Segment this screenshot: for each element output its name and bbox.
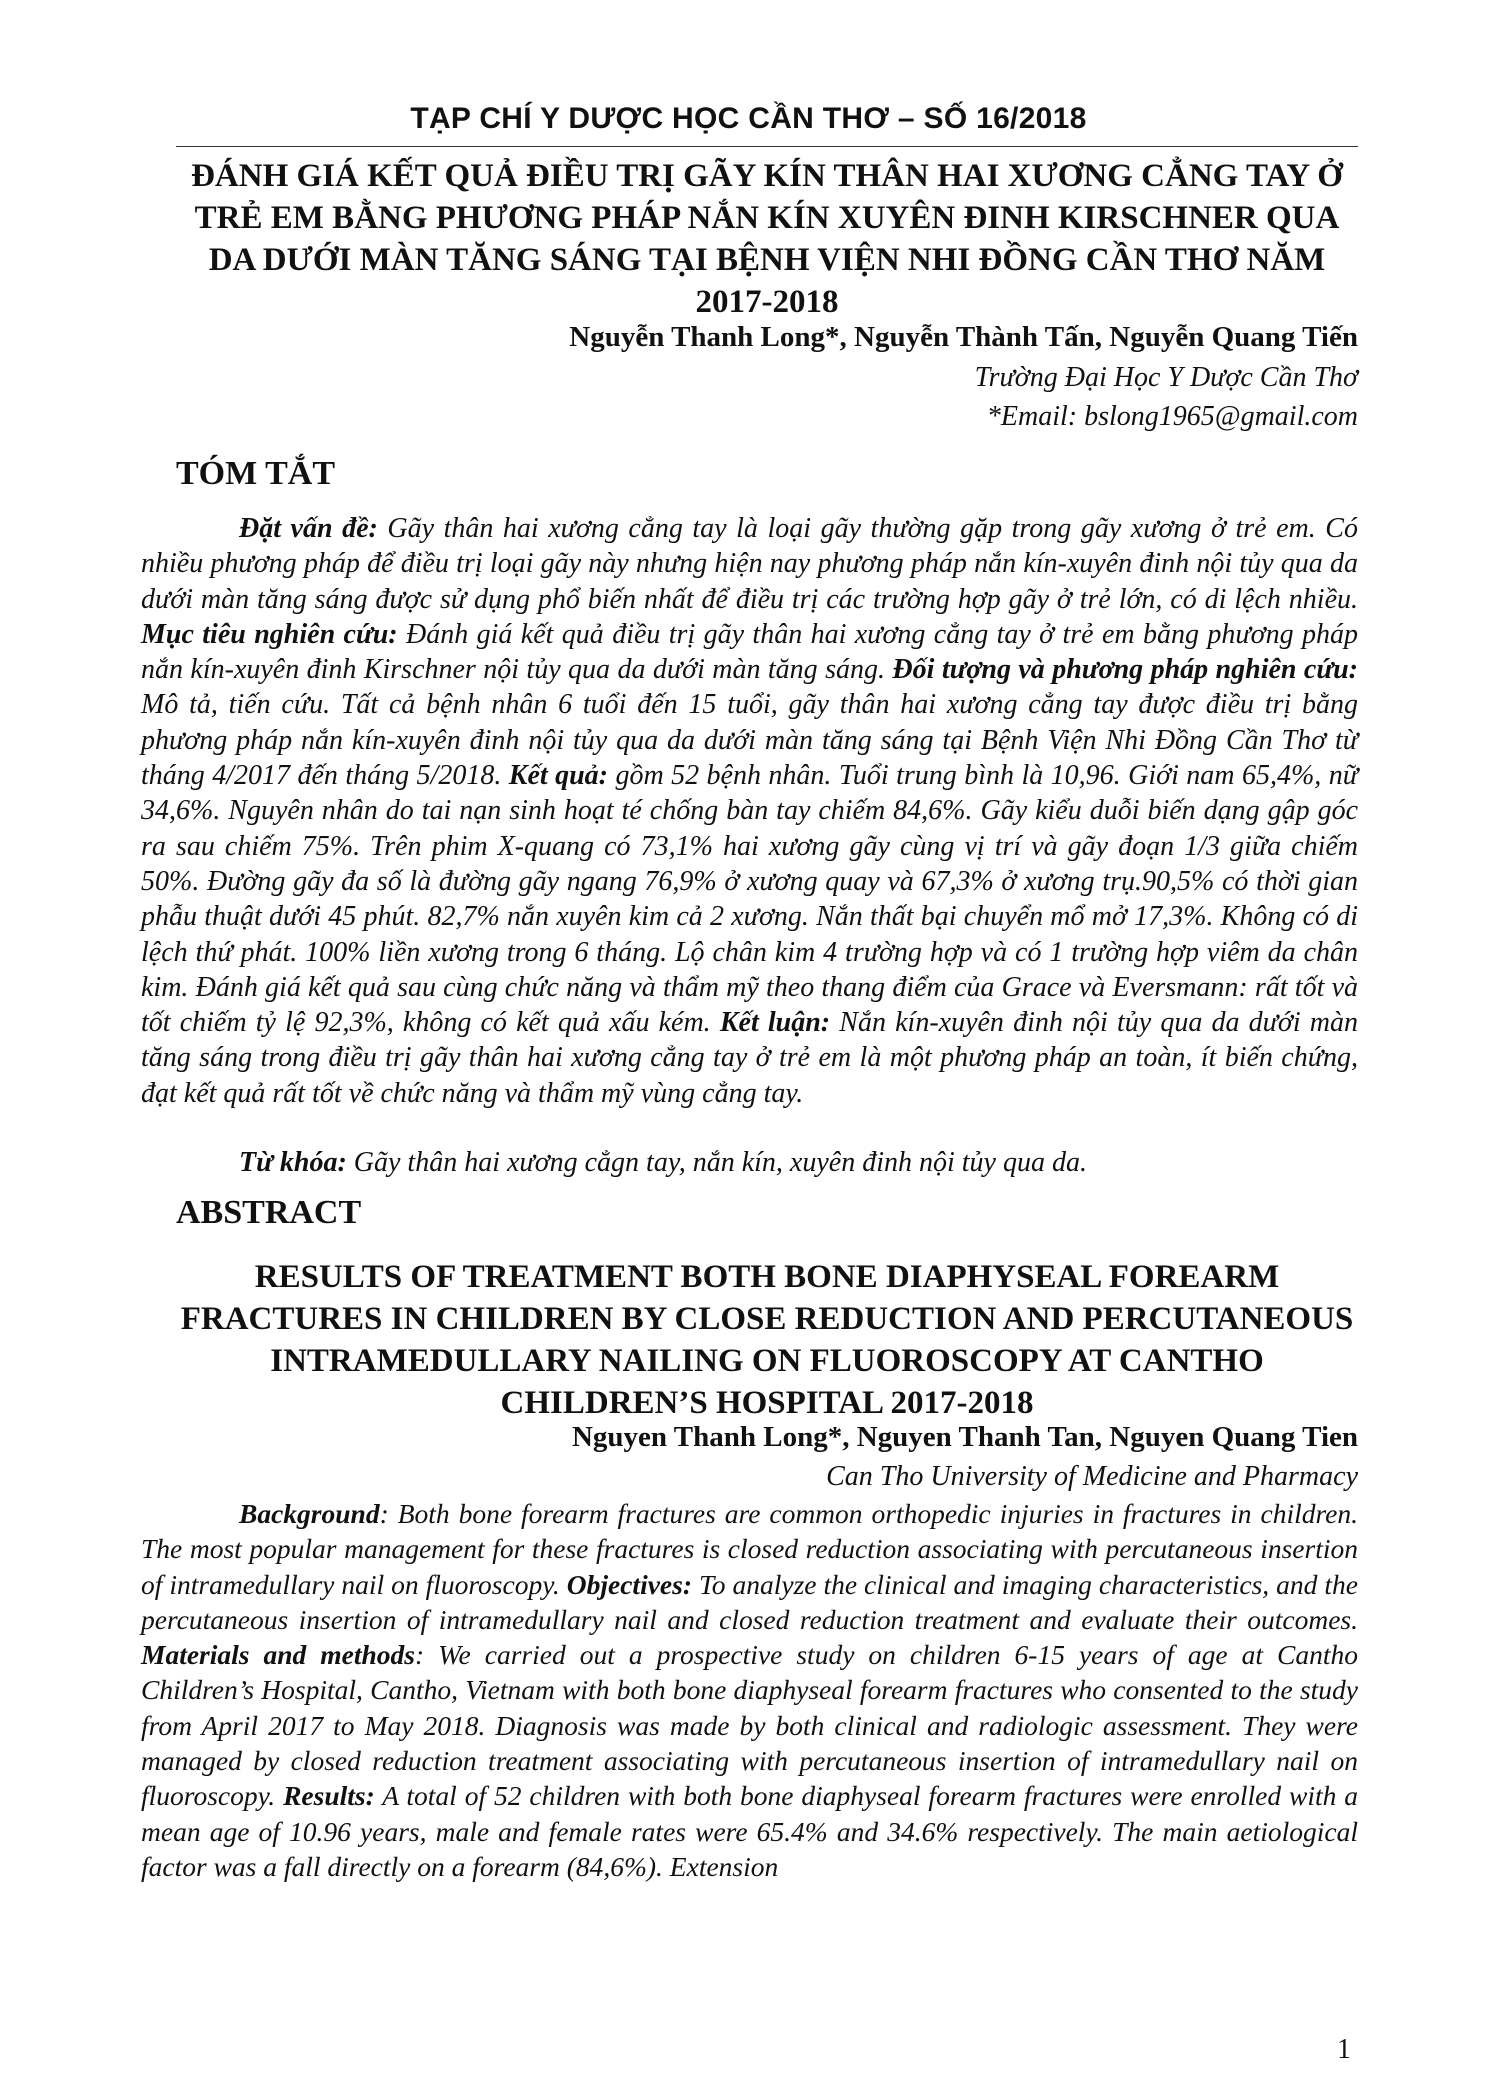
vietnamese-authors: Nguyễn Thanh Long*, Nguyễn Thành Tấn, Nguyễn Quang Tiến xyxy=(569,321,1358,353)
summary-label-background: Đặt vấn đề: xyxy=(239,513,378,544)
summary-heading: TÓM TẮT xyxy=(176,455,336,492)
keywords-text: Gãy thân hai xương cẳgn tay, nắn kín, xuyên đinh nội tủy qua da. xyxy=(346,1147,1087,1178)
summary-text-conclusion: Nắn kín-xuyên đinh nội tủy qua da dưới màn tăng sáng trong điều trị gãy thân hai xương cẳng tay ở trẻ em là một phương pháp an toàn, ít biến chứng, đạt kết quả rất tốt về chức năng và thẩm mỹ vùng cẳng tay. xyxy=(141,1007,1358,1109)
english-title: RESULTS OF TREATMENT BOTH BONE DIAPHYSEAL FOREARM FRACTURES IN CHILDREN BY CLOSE REDUCTION AND PERCUTANEOUS INTRAMEDULLARY NAILING ON FLUOROSCOPY AT CANTHO CHILDREN’S HOSPITAL 2017-2018 xyxy=(180,1259,1354,1421)
header-rule xyxy=(176,146,1358,147)
abstract-text-objectives: To analyze the clinical and imaging characteristics, and the percutaneous insertion of intramedullary nail and closed reduction treatment and evaluate their outcomes. xyxy=(141,1568,1358,1635)
vietnamese-title: ĐÁNH GIÁ KẾT QUẢ ĐIỀU TRỊ GÃY KÍN THÂN HAI XƯƠNG CẲNG TAY Ở TRẺ EM BẰNG PHƯƠNG PHÁP NẮN KÍN XUYÊN ĐINH KIRSCHNER QUA DA DƯỚI MÀN TĂNG SÁNG TẠI BỆNH VIỆN NHI ĐỒNG CẦN THƠ NĂM 2017-2018 xyxy=(191,158,1343,320)
abstract-label-results: Results: xyxy=(283,1780,375,1812)
english-authors: Nguyen Thanh Long*, Nguyen Thanh Tan, Nguyen Quang Tien xyxy=(571,1421,1358,1453)
english-abstract xyxy=(141,1496,1358,1884)
abstract-text-methods: : We carried out a prospective study on children 6-15 years of age at Cantho Children’s Hospital, Cantho, Vietnam with both bone diaphyseal forearm fractures who consented to the study from April 2017 to May 2018. Diagnosis was made by both clinical and radiologic assessment. They were managed by closed reduction treatment associating with percutaneous insertion of intramedullary nail on fluoroscopy. xyxy=(141,1639,1358,1812)
page-number: 1 xyxy=(1337,2034,1351,2065)
summary-text-methods: Mô tả, tiến cứu. Tất cả bệnh nhân 6 tuổi đến 15 tuổi, gãy thân hai xương cẳng tay được điều trị bằng phương pháp nắn kín-xuyên đinh nội tủy qua da dưới màn tăng sáng tại Bệnh Viện Nhi Đồng Cần Thơ từ tháng 4/2017 đến tháng 5/2018. xyxy=(141,689,1358,792)
running-head: TẠP CHÍ Y DƯỢC HỌC CẦN THƠ – SỐ 16/2018 xyxy=(410,102,1087,135)
summary-text-objectives: Đánh giá kết quả điều trị gãy thân hai xương cẳng tay ở trẻ em bằng phương pháp nắn kín-xuyên đinh Kirschner nội tủy qua da dưới màn tăng sáng. xyxy=(141,618,1358,686)
vietnamese-summary xyxy=(141,511,1358,1111)
keywords-label: Từ khóa: xyxy=(239,1147,347,1178)
abstract-label-background: Background xyxy=(239,1498,380,1529)
abstract-heading: ABSTRACT xyxy=(176,1194,362,1231)
abstract-text-results: A total of 52 children with both bone diaphyseal forearm fractures were enrolled with a mean age of 10.96 years, male and female rates were 65.4% and 34.6% respectively. The main aetiological factor was a fall directly on a forearm (84,6%). Extension xyxy=(141,1780,1358,1882)
vietnamese-affiliation: Trường Đại Học Y Dược Cần Thơ xyxy=(974,362,1358,393)
keywords xyxy=(141,1147,1358,1179)
abstract-label-objectives: Objectives: xyxy=(566,1568,692,1600)
summary-text-background: Gãy thân hai xương cẳng tay là loại gãy thường gặp trong gãy xương ở trẻ em. Có nhiều phương pháp để điều trị loại gãy này nhưng hiện nay phương pháp nắn kín-xuyên đinh nội tủy qua da dưới màn tăng sáng được sử dụng phổ biến nhất để điều trị các trường hợp gãy ở trẻ lớn, có di lệch nhiều. xyxy=(141,513,1358,615)
correspondence-email: *Email: bslong1965@gmail.com xyxy=(986,401,1358,432)
abstract-text-background: : Both bone forearm fractures are common orthopedic injuries in fractures in children. The most popular management for these fractures is closed reduction associating with percutaneous insertion of intramedullary nail on fluoroscopy. xyxy=(141,1498,1358,1600)
abstract-label-methods: Materials and methods xyxy=(141,1639,416,1671)
summary-label-results: Kết quả: xyxy=(508,760,608,792)
summary-label-objectives: Mục tiêu nghiên cứu: xyxy=(141,618,398,650)
summary-label-methods: Đối tượng và phương pháp nghiên cứu: xyxy=(892,654,1358,686)
summary-text-results: gồm 52 bệnh nhân. Tuổi trung bình là 10,96. Giới nam 65,4%, nữ 34,6%. Nguyên nhân do tai nạn sinh hoạt té chống bàn tay chiếm 84,6%. Gãy kiểu duỗi biến dạng gập góc ra sau chiếm 75%. Trên phim X-quang có 73,1% hai xương gãy cùng vị trí và gãy đoạn 1/3 giữa chiếm 50%. Đường gãy đa số là đường gãy ngang 76,9% ở xương quay và 67,3% ở xương trụ.90,5% có thời gian phẫu thuật dưới 45 phút. 82,7% nắn xuyên kim cả 2 xương. Nắn thất bại chuyển mổ mở 17,3%. Không có di lệch thứ phát. 100% liền xương trong 6 tháng. Lộ chân kim 4 trường hợp và có 1 trường hợp viêm da chân kim. Đánh giá kết quả sau cùng chức năng và thẩm mỹ theo thang điểm của Grace và Eversmann: rất tốt và tốt chiếm tỷ lệ 92,3%, không có kết quả xấu kém. xyxy=(141,760,1359,1039)
summary-label-conclusion: Kết luận: xyxy=(719,1007,831,1039)
english-affiliation: Can Tho University of Medicine and Pharmacy xyxy=(826,1461,1358,1492)
